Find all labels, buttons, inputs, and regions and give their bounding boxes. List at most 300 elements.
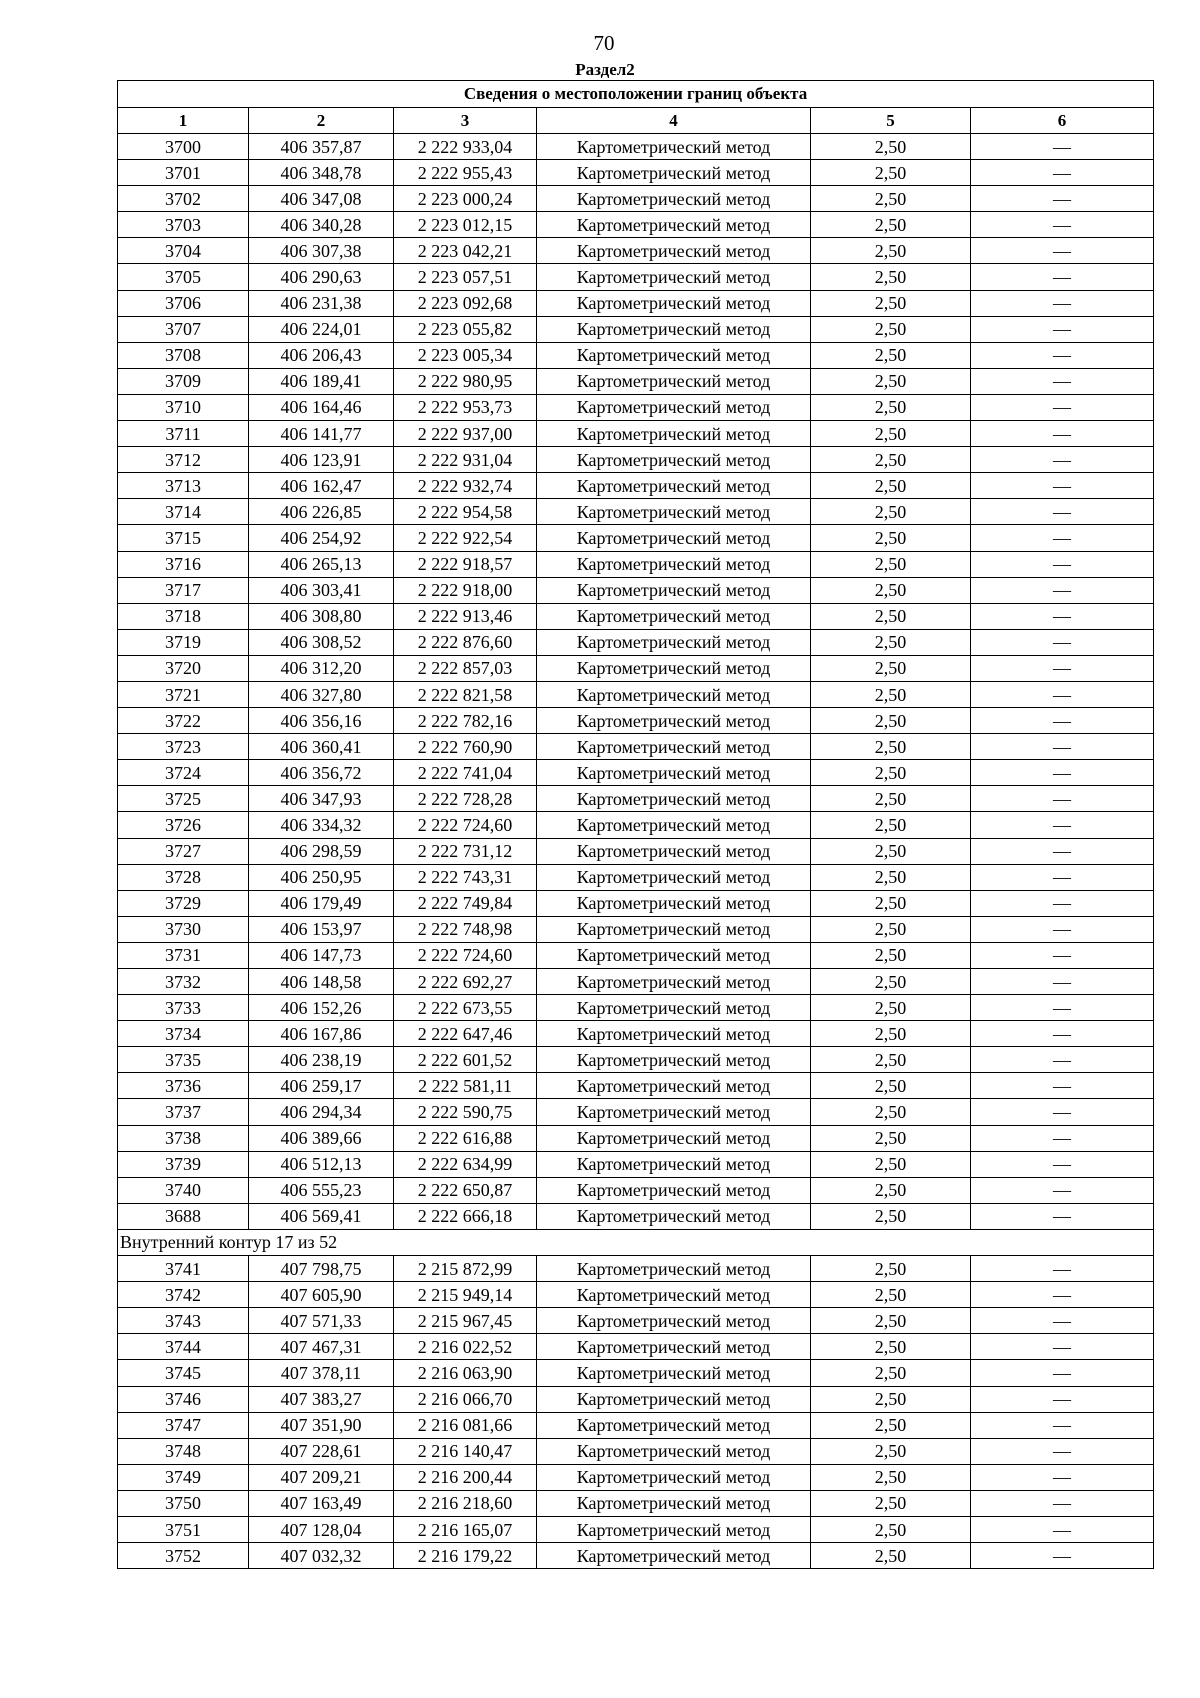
method-cell: Картометрический метод	[537, 708, 811, 734]
accuracy-cell: 2,50	[811, 421, 971, 447]
method-cell: Картометрический метод	[537, 1516, 811, 1542]
table-row	[118, 890, 1154, 916]
table-row	[118, 1047, 1154, 1073]
x-coordinate-cell: 407 798,75	[249, 1256, 394, 1282]
note-cell: —	[971, 499, 1154, 525]
point-number-cell: 3738	[118, 1125, 249, 1151]
note-cell: —	[971, 942, 1154, 968]
y-coordinate-cell: 2 222 954,58	[394, 499, 537, 525]
accuracy-cell: 2,50	[811, 1386, 971, 1412]
table-row	[118, 1021, 1154, 1047]
y-coordinate-cell: 2 216 218,60	[394, 1490, 537, 1516]
note-cell: —	[971, 238, 1154, 264]
point-number-cell: 3743	[118, 1308, 249, 1334]
note-cell: —	[971, 212, 1154, 238]
note-cell: —	[971, 525, 1154, 551]
x-coordinate-cell: 406 389,66	[249, 1125, 394, 1151]
note-cell: —	[971, 1021, 1154, 1047]
note-cell: —	[971, 603, 1154, 629]
y-coordinate-cell: 2 222 953,73	[394, 394, 537, 420]
x-coordinate-cell: 406 231,38	[249, 290, 394, 316]
accuracy-cell: 2,50	[811, 708, 971, 734]
accuracy-cell: 2,50	[811, 1151, 971, 1177]
note-cell: —	[971, 1177, 1154, 1203]
y-coordinate-cell: 2 216 081,66	[394, 1412, 537, 1438]
table-row	[118, 421, 1154, 447]
table-row	[118, 342, 1154, 368]
y-coordinate-cell: 2 222 933,04	[394, 134, 537, 160]
table-row	[118, 864, 1154, 890]
method-cell: Картометрический метод	[537, 629, 811, 655]
method-cell: Картометрический метод	[537, 368, 811, 394]
table-row	[118, 1073, 1154, 1099]
table-row	[118, 134, 1154, 160]
method-cell: Картометрический метод	[537, 1334, 811, 1360]
y-coordinate-cell: 2 222 922,54	[394, 525, 537, 551]
accuracy-cell: 2,50	[811, 1256, 971, 1282]
x-coordinate-cell: 406 512,13	[249, 1151, 394, 1177]
table-row	[118, 1203, 1154, 1229]
point-number-cell: 3708	[118, 342, 249, 368]
accuracy-cell: 2,50	[811, 1490, 971, 1516]
accuracy-cell: 2,50	[811, 342, 971, 368]
note-cell: —	[971, 629, 1154, 655]
point-number-cell: 3729	[118, 890, 249, 916]
note-cell: —	[971, 890, 1154, 916]
accuracy-cell: 2,50	[811, 160, 971, 186]
note-cell: —	[971, 1047, 1154, 1073]
accuracy-cell: 2,50	[811, 655, 971, 681]
x-coordinate-cell: 406 152,26	[249, 995, 394, 1021]
y-coordinate-cell: 2 222 666,18	[394, 1203, 537, 1229]
y-coordinate-cell: 2 222 931,04	[394, 447, 537, 473]
method-cell: Картометрический метод	[537, 134, 811, 160]
point-number-cell: 3737	[118, 1099, 249, 1125]
x-coordinate-cell: 407 467,31	[249, 1334, 394, 1360]
x-coordinate-cell: 407 571,33	[249, 1308, 394, 1334]
y-coordinate-cell: 2 223 092,68	[394, 290, 537, 316]
accuracy-cell: 2,50	[811, 368, 971, 394]
note-cell: —	[971, 1125, 1154, 1151]
method-cell: Картометрический метод	[537, 186, 811, 212]
method-cell: Картометрический метод	[537, 1125, 811, 1151]
accuracy-cell: 2,50	[811, 760, 971, 786]
method-cell: Картометрический метод	[537, 1412, 811, 1438]
table-row	[118, 264, 1154, 290]
point-number-cell: 3704	[118, 238, 249, 264]
y-coordinate-cell: 2 222 782,16	[394, 708, 537, 734]
method-cell: Картометрический метод	[537, 342, 811, 368]
method-cell: Картометрический метод	[537, 603, 811, 629]
table-row	[118, 812, 1154, 838]
method-cell: Картометрический метод	[537, 916, 811, 942]
point-number-cell: 3706	[118, 290, 249, 316]
note-cell: —	[971, 1386, 1154, 1412]
point-number-cell: 3712	[118, 447, 249, 473]
point-number-cell: 3719	[118, 629, 249, 655]
accuracy-cell: 2,50	[811, 1360, 971, 1386]
table-row	[118, 969, 1154, 995]
accuracy-cell: 2,50	[811, 969, 971, 995]
x-coordinate-cell: 406 303,41	[249, 577, 394, 603]
y-coordinate-cell: 2 223 042,21	[394, 238, 537, 264]
x-coordinate-cell: 406 167,86	[249, 1021, 394, 1047]
point-number-cell: 3747	[118, 1412, 249, 1438]
y-coordinate-cell: 2 216 179,22	[394, 1543, 537, 1569]
x-coordinate-cell: 406 348,78	[249, 160, 394, 186]
point-number-cell: 3703	[118, 212, 249, 238]
x-coordinate-cell: 406 189,41	[249, 368, 394, 394]
table-row	[118, 1151, 1154, 1177]
y-coordinate-cell: 2 223 057,51	[394, 264, 537, 290]
table-row	[118, 786, 1154, 812]
table-row	[118, 1282, 1154, 1308]
point-number-cell: 3722	[118, 708, 249, 734]
x-coordinate-cell: 406 308,80	[249, 603, 394, 629]
x-coordinate-cell: 406 224,01	[249, 316, 394, 342]
point-number-cell: 3741	[118, 1256, 249, 1282]
note-cell: —	[971, 1464, 1154, 1490]
method-cell: Картометрический метод	[537, 499, 811, 525]
note-cell: —	[971, 368, 1154, 394]
method-cell: Картометрический метод	[537, 681, 811, 707]
table-row	[118, 212, 1154, 238]
y-coordinate-cell: 2 222 821,58	[394, 681, 537, 707]
x-coordinate-cell: 407 383,27	[249, 1386, 394, 1412]
point-number-cell: 3720	[118, 655, 249, 681]
table-row	[118, 290, 1154, 316]
note-cell: —	[971, 708, 1154, 734]
note-cell: —	[971, 160, 1154, 186]
y-coordinate-cell: 2 216 063,90	[394, 1360, 537, 1386]
y-coordinate-cell: 2 215 967,45	[394, 1308, 537, 1334]
point-number-cell: 3752	[118, 1543, 249, 1569]
accuracy-cell: 2,50	[811, 394, 971, 420]
accuracy-cell: 2,50	[811, 134, 971, 160]
x-coordinate-cell: 406 569,41	[249, 1203, 394, 1229]
point-number-cell: 3739	[118, 1151, 249, 1177]
table-row	[118, 186, 1154, 212]
point-number-cell: 3728	[118, 864, 249, 890]
table-row	[118, 838, 1154, 864]
accuracy-cell: 2,50	[811, 1099, 971, 1125]
point-number-cell: 3723	[118, 734, 249, 760]
note-cell: —	[971, 760, 1154, 786]
point-number-cell: 3705	[118, 264, 249, 290]
y-coordinate-cell: 2 215 872,99	[394, 1256, 537, 1282]
y-coordinate-cell: 2 222 749,84	[394, 890, 537, 916]
x-coordinate-cell: 406 164,46	[249, 394, 394, 420]
accuracy-cell: 2,50	[811, 838, 971, 864]
table-row	[118, 238, 1154, 264]
method-cell: Картометрический метод	[537, 786, 811, 812]
note-cell: —	[971, 551, 1154, 577]
method-cell: Картометрический метод	[537, 1099, 811, 1125]
y-coordinate-cell: 2 222 616,88	[394, 1125, 537, 1151]
note-cell: —	[971, 473, 1154, 499]
point-number-cell: 3732	[118, 969, 249, 995]
x-coordinate-cell: 407 209,21	[249, 1464, 394, 1490]
page-number: 70	[593, 31, 615, 55]
accuracy-cell: 2,50	[811, 186, 971, 212]
note-cell: —	[971, 1438, 1154, 1464]
y-coordinate-cell: 2 222 918,00	[394, 577, 537, 603]
x-coordinate-cell: 406 238,19	[249, 1047, 394, 1073]
coordinates-table	[117, 80, 1154, 1569]
point-number-cell: 3735	[118, 1047, 249, 1073]
table-row	[118, 1464, 1154, 1490]
x-coordinate-cell: 406 294,34	[249, 1099, 394, 1125]
y-coordinate-cell: 2 222 748,98	[394, 916, 537, 942]
accuracy-cell: 2,50	[811, 681, 971, 707]
accuracy-cell: 2,50	[811, 1412, 971, 1438]
method-cell: Картометрический метод	[537, 1360, 811, 1386]
point-number-cell: 3745	[118, 1360, 249, 1386]
table-row	[118, 1438, 1154, 1464]
note-cell: —	[971, 1308, 1154, 1334]
accuracy-cell: 2,50	[811, 238, 971, 264]
table-row	[118, 681, 1154, 707]
point-number-cell: 3746	[118, 1386, 249, 1412]
column-number: 6	[971, 108, 1154, 134]
y-coordinate-cell: 2 216 066,70	[394, 1386, 537, 1412]
x-coordinate-cell: 406 226,85	[249, 499, 394, 525]
column-number: 5	[811, 108, 971, 134]
note-cell: —	[971, 290, 1154, 316]
point-number-cell: 3750	[118, 1490, 249, 1516]
table-row	[118, 629, 1154, 655]
note-cell: —	[971, 1256, 1154, 1282]
x-coordinate-cell: 406 307,38	[249, 238, 394, 264]
y-coordinate-cell: 2 222 728,28	[394, 786, 537, 812]
table-row	[118, 1386, 1154, 1412]
table-row	[118, 708, 1154, 734]
y-coordinate-cell: 2 216 200,44	[394, 1464, 537, 1490]
note-cell: —	[971, 1490, 1154, 1516]
accuracy-cell: 2,50	[811, 1543, 971, 1569]
note-cell: —	[971, 1099, 1154, 1125]
table-row	[118, 1125, 1154, 1151]
y-coordinate-cell: 2 222 673,55	[394, 995, 537, 1021]
method-cell: Картометрический метод	[537, 264, 811, 290]
note-cell: —	[971, 421, 1154, 447]
method-cell: Картометрический метод	[537, 447, 811, 473]
table-row	[118, 942, 1154, 968]
column-number-row	[118, 108, 1154, 134]
accuracy-cell: 2,50	[811, 942, 971, 968]
method-cell: Картометрический метод	[537, 1464, 811, 1490]
table-row	[118, 1256, 1154, 1282]
accuracy-cell: 2,50	[811, 1073, 971, 1099]
y-coordinate-cell: 2 222 731,12	[394, 838, 537, 864]
accuracy-cell: 2,50	[811, 916, 971, 942]
x-coordinate-cell: 406 356,16	[249, 708, 394, 734]
accuracy-cell: 2,50	[811, 786, 971, 812]
accuracy-cell: 2,50	[811, 551, 971, 577]
x-coordinate-cell: 407 228,61	[249, 1438, 394, 1464]
y-coordinate-cell: 2 222 955,43	[394, 160, 537, 186]
x-coordinate-cell: 406 259,17	[249, 1073, 394, 1099]
x-coordinate-cell: 406 254,92	[249, 525, 394, 551]
method-cell: Картометрический метод	[537, 1386, 811, 1412]
y-coordinate-cell: 2 223 000,24	[394, 186, 537, 212]
column-number: 3	[394, 108, 537, 134]
accuracy-cell: 2,50	[811, 1282, 971, 1308]
method-cell: Картометрический метод	[537, 890, 811, 916]
method-cell: Картометрический метод	[537, 1490, 811, 1516]
point-number-cell: 3721	[118, 681, 249, 707]
note-cell: —	[971, 134, 1154, 160]
accuracy-cell: 2,50	[811, 812, 971, 838]
table-row	[118, 525, 1154, 551]
note-cell: —	[971, 864, 1154, 890]
accuracy-cell: 2,50	[811, 1516, 971, 1542]
note-cell: —	[971, 786, 1154, 812]
accuracy-cell: 2,50	[811, 264, 971, 290]
x-coordinate-cell: 406 179,49	[249, 890, 394, 916]
y-coordinate-cell: 2 222 647,46	[394, 1021, 537, 1047]
method-cell: Картометрический метод	[537, 394, 811, 420]
table-row	[118, 1360, 1154, 1386]
contour-subheader-row	[118, 1229, 1154, 1255]
point-number-cell: 3726	[118, 812, 249, 838]
accuracy-cell: 2,50	[811, 1203, 971, 1229]
accuracy-cell: 2,50	[811, 1464, 971, 1490]
method-cell: Картометрический метод	[537, 160, 811, 186]
accuracy-cell: 2,50	[811, 473, 971, 499]
note-cell: —	[971, 1516, 1154, 1542]
method-cell: Картометрический метод	[537, 1308, 811, 1334]
column-number: 1	[118, 108, 249, 134]
method-cell: Картометрический метод	[537, 421, 811, 447]
note-cell: —	[971, 316, 1154, 342]
point-number-cell: 3742	[118, 1282, 249, 1308]
method-cell: Картометрический метод	[537, 1021, 811, 1047]
x-coordinate-cell: 407 032,32	[249, 1543, 394, 1569]
column-number: 4	[537, 108, 811, 134]
y-coordinate-cell: 2 222 937,00	[394, 421, 537, 447]
x-coordinate-cell: 406 141,77	[249, 421, 394, 447]
table-row	[118, 1099, 1154, 1125]
accuracy-cell: 2,50	[811, 995, 971, 1021]
table-row	[118, 394, 1154, 420]
point-number-cell: 3734	[118, 1021, 249, 1047]
table-row	[118, 1490, 1154, 1516]
method-cell: Картометрический метод	[537, 838, 811, 864]
y-coordinate-cell: 2 222 743,31	[394, 864, 537, 890]
accuracy-cell: 2,50	[811, 890, 971, 916]
accuracy-cell: 2,50	[811, 1334, 971, 1360]
method-cell: Картометрический метод	[537, 760, 811, 786]
method-cell: Картометрический метод	[537, 1282, 811, 1308]
y-coordinate-cell: 2 222 634,99	[394, 1151, 537, 1177]
method-cell: Картометрический метод	[537, 238, 811, 264]
table-head	[118, 81, 1154, 134]
method-cell: Картометрический метод	[537, 655, 811, 681]
point-number-cell: 3709	[118, 368, 249, 394]
x-coordinate-cell: 406 356,72	[249, 760, 394, 786]
method-cell: Картометрический метод	[537, 290, 811, 316]
accuracy-cell: 2,50	[811, 1308, 971, 1334]
x-coordinate-cell: 406 147,73	[249, 942, 394, 968]
point-number-cell: 3751	[118, 1516, 249, 1542]
point-number-cell: 3714	[118, 499, 249, 525]
accuracy-cell: 2,50	[811, 1125, 971, 1151]
x-coordinate-cell: 407 163,49	[249, 1490, 394, 1516]
accuracy-cell: 2,50	[811, 212, 971, 238]
table-row	[118, 916, 1154, 942]
x-coordinate-cell: 406 290,63	[249, 264, 394, 290]
note-cell: —	[971, 1282, 1154, 1308]
y-coordinate-cell: 2 222 724,60	[394, 812, 537, 838]
x-coordinate-cell: 406 298,59	[249, 838, 394, 864]
note-cell: —	[971, 1543, 1154, 1569]
point-number-cell: 3715	[118, 525, 249, 551]
method-cell: Картометрический метод	[537, 995, 811, 1021]
y-coordinate-cell: 2 222 876,60	[394, 629, 537, 655]
x-coordinate-cell: 406 334,32	[249, 812, 394, 838]
note-cell: —	[971, 969, 1154, 995]
accuracy-cell: 2,50	[811, 316, 971, 342]
table-caption: Сведения о местоположении границ объекта	[118, 81, 1154, 108]
table-row	[118, 734, 1154, 760]
accuracy-cell: 2,50	[811, 603, 971, 629]
point-number-cell: 3727	[118, 838, 249, 864]
table-row	[118, 551, 1154, 577]
method-cell: Картометрический метод	[537, 212, 811, 238]
table-row	[118, 1412, 1154, 1438]
y-coordinate-cell: 2 222 590,75	[394, 1099, 537, 1125]
note-cell: —	[971, 916, 1154, 942]
table-row	[118, 1334, 1154, 1360]
method-cell: Картометрический метод	[537, 1256, 811, 1282]
x-coordinate-cell: 406 347,08	[249, 186, 394, 212]
method-cell: Картометрический метод	[537, 525, 811, 551]
point-number-cell: 3701	[118, 160, 249, 186]
y-coordinate-cell: 2 223 005,34	[394, 342, 537, 368]
accuracy-cell: 2,50	[811, 499, 971, 525]
y-coordinate-cell: 2 215 949,14	[394, 1282, 537, 1308]
column-number: 2	[249, 108, 394, 134]
note-cell: —	[971, 186, 1154, 212]
x-coordinate-cell: 406 162,47	[249, 473, 394, 499]
point-number-cell: 3711	[118, 421, 249, 447]
method-cell: Картометрический метод	[537, 864, 811, 890]
y-coordinate-cell: 2 216 022,52	[394, 1334, 537, 1360]
note-cell: —	[971, 264, 1154, 290]
accuracy-cell: 2,50	[811, 290, 971, 316]
accuracy-cell: 2,50	[811, 1438, 971, 1464]
y-coordinate-cell: 2 222 918,57	[394, 551, 537, 577]
table-row	[118, 577, 1154, 603]
x-coordinate-cell: 406 360,41	[249, 734, 394, 760]
y-coordinate-cell: 2 222 741,04	[394, 760, 537, 786]
y-coordinate-cell: 2 222 857,03	[394, 655, 537, 681]
x-coordinate-cell: 406 357,87	[249, 134, 394, 160]
note-cell: —	[971, 838, 1154, 864]
y-coordinate-cell: 2 216 165,07	[394, 1516, 537, 1542]
method-cell: Картометрический метод	[537, 1073, 811, 1099]
point-number-cell: 3730	[118, 916, 249, 942]
point-number-cell: 3710	[118, 394, 249, 420]
point-number-cell: 3748	[118, 1438, 249, 1464]
table-row	[118, 1543, 1154, 1569]
x-coordinate-cell: 406 340,28	[249, 212, 394, 238]
note-cell: —	[971, 394, 1154, 420]
accuracy-cell: 2,50	[811, 734, 971, 760]
method-cell: Картометрический метод	[537, 577, 811, 603]
note-cell: —	[971, 1334, 1154, 1360]
